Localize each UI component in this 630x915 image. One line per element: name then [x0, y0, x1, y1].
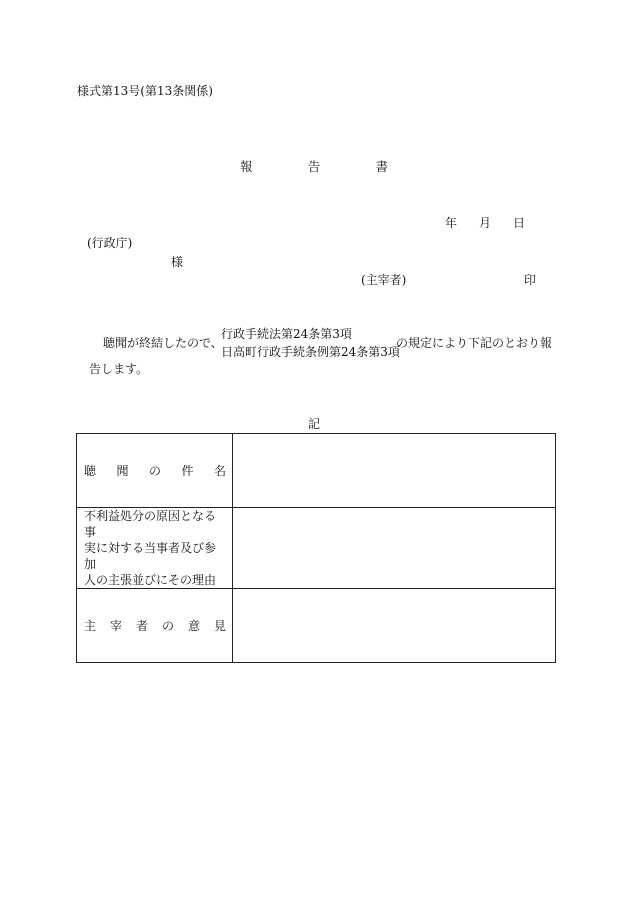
body-lead: 聴聞が終結したので、 [103, 336, 223, 350]
label-cell [77, 434, 233, 508]
record-table [76, 433, 556, 663]
value-cell-presider-opinion[interactable] [233, 589, 556, 663]
ki-heading: 記 [308, 417, 321, 431]
table-row [77, 434, 556, 508]
law-reference-2: 日高町行政手続条例第24条第3項 [221, 345, 400, 359]
date-day: 日 [512, 216, 525, 230]
title-char: 報 [240, 159, 253, 174]
form-number: 様式第13号(第13条関係) [77, 84, 213, 98]
title-char: 書 [375, 159, 388, 174]
date-line [445, 217, 525, 229]
row-label-hearing-subject: 聴 聞 の 件 名 [84, 463, 226, 478]
body-trail: の規定により下記のとおり報 [396, 336, 553, 350]
table-row [77, 508, 556, 589]
title-char: 告 [307, 159, 321, 174]
date-year: 年 [445, 216, 458, 230]
honorific: 様 [171, 255, 184, 269]
row-label-presider-opinion: 主 宰 者 の 意 見 [84, 618, 226, 633]
value-cell-claims-reasons[interactable] [233, 508, 556, 589]
label-cell [77, 508, 233, 589]
value-cell-hearing-subject[interactable] [233, 434, 556, 508]
law-reference-1: 行政手続法第24条第3項 [221, 327, 352, 341]
table-row [77, 589, 556, 663]
label-cell [77, 589, 233, 663]
row-label-claims-reasons: 不利益処分の原因となる事 実に対する当事者及び参加 人の主張並びにその理由 [84, 509, 217, 587]
presider-label: (主宰者) [361, 273, 407, 287]
body-line-2: 告します。 [89, 362, 149, 376]
date-month: 月 [478, 216, 491, 230]
agency-label: (行政庁) [87, 236, 133, 250]
document-title [240, 161, 388, 174]
seal-mark: 印 [524, 273, 537, 287]
